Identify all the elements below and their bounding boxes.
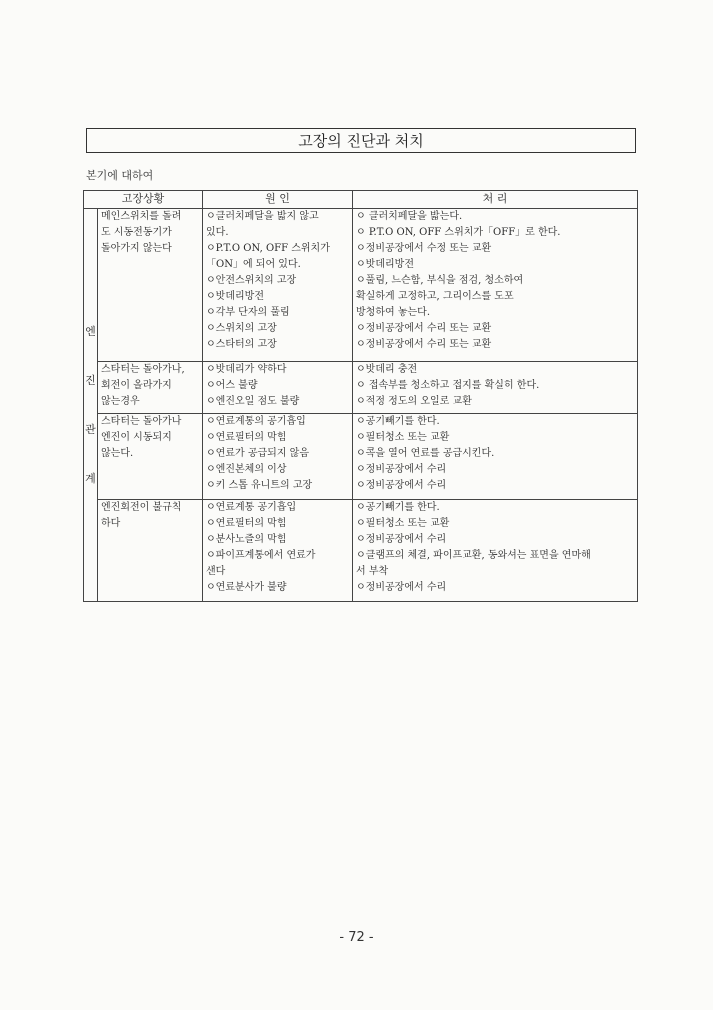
remedy-line: ㅇ정비공장에서 수리 xyxy=(356,581,447,593)
table-row xyxy=(84,209,638,362)
cause-line: ㅇ연료필터의 막힘 xyxy=(206,517,287,529)
cause-line: ㅇ클러치페달을 밟지 않고 xyxy=(206,211,319,222)
remedy-line: ㅇ정비공장에서 수리 xyxy=(356,533,447,545)
situation-line: 스타터는 돌아가나, xyxy=(101,364,185,376)
header-situation: 고장상황 xyxy=(84,191,203,209)
situation-line: 메인스위치를 돌려 xyxy=(101,211,182,222)
remedy-line: ㅇ정비공장에서 수리 xyxy=(356,463,447,475)
cause-line: ㅇ연료필터의 막힘 xyxy=(206,431,287,443)
page-number: - 72 - xyxy=(339,930,374,945)
cause-cell xyxy=(203,362,353,414)
cause-line: ㅇ분사노즐의 막힘 xyxy=(206,533,287,545)
remedy-line: ㅇ공기빼기를 한다. xyxy=(356,501,440,513)
remedy-line: ㅇ P.T.O ON, OFF 스위치가「OFF」로 한다. xyxy=(356,227,561,238)
remedy-line: ㅇ정비공장에서 수정 또는 교환 xyxy=(356,243,492,254)
cause-line: ㅇ각부 단자의 풀림 xyxy=(206,307,290,318)
remedy-line: ㅇ밧데리방전 xyxy=(356,259,414,270)
side-label-char: 계 xyxy=(85,472,96,485)
cause-line: ㅇ스타터의 고장 xyxy=(206,339,277,350)
cause-line: ㅇ스위치의 고장 xyxy=(206,323,277,334)
situation-line: 스타터는 돌아가나 xyxy=(101,415,182,427)
situation-line: 않는다. xyxy=(101,447,134,459)
side-label-char: 관 xyxy=(85,423,96,436)
situation-line: 않는경우 xyxy=(101,396,140,408)
table-row xyxy=(84,413,638,499)
remedy-line: ㅇ 클러치페달을 밟는다. xyxy=(356,211,463,222)
cause-line: ㅇ엔진오일 점도 불량 xyxy=(206,396,300,408)
remedy-line: ㅇ필터청소 또는 교환 xyxy=(356,431,450,443)
cause-line: ㅇ엔진본체의 이상 xyxy=(206,463,287,475)
section-subtitle: 본기에 대하여 xyxy=(86,169,154,182)
cause-line: ㅇ키 스톱 유니트의 고장 xyxy=(206,479,313,491)
remedy-line: ㅇ풀림, 느슨함, 부식을 점검, 청소하여 xyxy=(356,275,524,286)
cause-line: 있다. xyxy=(206,227,229,238)
cause-line: ㅇ밧데리가 약하다 xyxy=(206,364,287,376)
situation-cell xyxy=(98,362,203,414)
situation-line: 하다 xyxy=(101,517,121,529)
situation-line: 엔진이 시동되지 xyxy=(101,431,172,443)
remedy-line: ㅇ적정 정도의 오일로 교환 xyxy=(356,396,472,408)
situation-line: 도 시동전동기가 xyxy=(101,227,172,238)
situation-cell xyxy=(98,499,203,602)
remedy-line: ㅇ공기빼기를 한다. xyxy=(356,415,440,427)
remedy-cell xyxy=(353,499,638,602)
table-row xyxy=(84,499,638,602)
header-remedy: 처 리 xyxy=(353,191,638,209)
cause-line: ㅇ연료분사가 불량 xyxy=(206,581,287,593)
situation-line: 회전이 올라가지 xyxy=(101,380,172,392)
diagnosis-table xyxy=(83,190,638,602)
situation-line: 돌아가지 않는다 xyxy=(101,243,172,254)
remedy-line: ㅇ정비공장에서 수리 또는 교환 xyxy=(356,323,492,334)
header-cause: 원 인 xyxy=(203,191,353,209)
remedy-line: 확실하게 고정하고, 그리이스를 도포 xyxy=(356,291,514,302)
side-label-char: 엔 xyxy=(85,325,96,338)
remedy-line: ㅇ클램프의 체결, 파이프교환, 동와셔는 표면을 연마해 xyxy=(356,549,591,561)
remedy-line: ㅇ밧데리 충전 xyxy=(356,364,418,376)
cause-line: ㅇ밧데리방전 xyxy=(206,291,264,302)
cause-line: 「ON」에 되어 있다. xyxy=(206,259,301,270)
remedy-line: ㅇ정비공장에서 수리 xyxy=(356,479,447,491)
cause-line: ㅇ어스 불량 xyxy=(206,380,258,392)
side-label-char: 진 xyxy=(85,374,96,387)
remedy-line: ㅇ 접속부를 청소하고 접지를 확실히 한다. xyxy=(356,380,540,392)
remedy-line: ㅇ정비공장에서 수리 또는 교환 xyxy=(356,339,492,350)
cause-cell xyxy=(203,499,353,602)
remedy-cell xyxy=(353,362,638,414)
remedy-line: ㅇ콕을 열어 연료를 공급시킨다. xyxy=(356,447,495,459)
cause-line: 샌다 xyxy=(206,565,226,577)
cause-line: ㅇ연료계통의 공기흡입 xyxy=(206,415,306,427)
situation-cell xyxy=(98,209,203,362)
side-label-engine xyxy=(84,209,98,602)
cause-line: ㅇ안전스위치의 고장 xyxy=(206,275,297,286)
remedy-line: 방청하여 놓는다. xyxy=(356,307,430,318)
cause-cell xyxy=(203,209,353,362)
page-title: 고장의 진단과 처치 xyxy=(86,128,636,153)
cause-cell xyxy=(203,413,353,499)
cause-line: ㅇ파이프계통에서 연료가 xyxy=(206,549,316,561)
cause-line: ㅇP.T.O ON, OFF 스위치가 xyxy=(206,243,330,254)
table-header-row xyxy=(84,191,638,209)
remedy-line: 서 부착 xyxy=(356,565,389,577)
remedy-cell xyxy=(353,209,638,362)
cause-line: ㅇ연료가 공급되지 않음 xyxy=(206,447,309,459)
situation-line: 엔진회전이 불규칙 xyxy=(101,501,182,513)
remedy-line: ㅇ필터청소 또는 교환 xyxy=(356,517,450,529)
situation-cell xyxy=(98,413,203,499)
remedy-cell xyxy=(353,413,638,499)
cause-line: ㅇ연료계통 공기흡입 xyxy=(206,501,297,513)
table-row xyxy=(84,362,638,414)
